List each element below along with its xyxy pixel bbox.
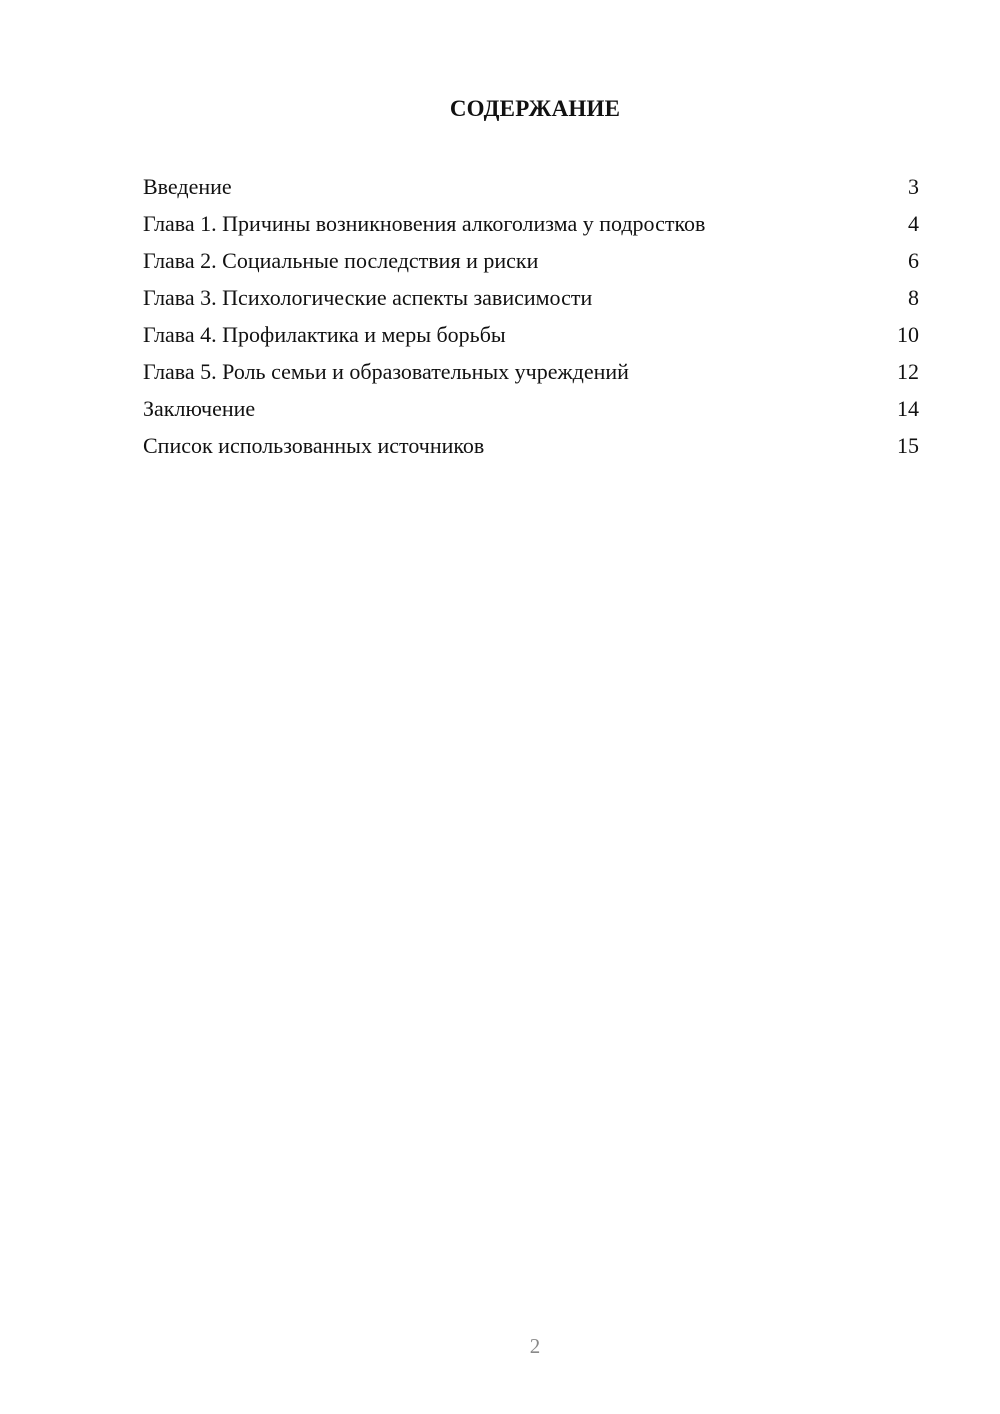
toc-item-label: Список использованных источников xyxy=(143,433,485,458)
toc-item-chapter-4 xyxy=(143,316,919,353)
toc-item-page: 10 xyxy=(897,322,919,347)
toc-item-chapter-5 xyxy=(143,353,919,390)
toc-item-page: 12 xyxy=(897,359,919,384)
toc-item-page: 8 xyxy=(908,285,919,310)
toc-item-page: 4 xyxy=(908,211,919,236)
page-number: 2 xyxy=(529,1334,541,1358)
toc-item-label: Глава 4. Профилактика и меры борьбы xyxy=(143,322,506,347)
toc-item-label: Глава 5. Роль семьи и образовательных учреждений xyxy=(143,359,629,384)
toc-item-label: Введение xyxy=(143,174,232,199)
toc-item-page: 14 xyxy=(897,396,919,421)
table-of-contents xyxy=(143,168,919,464)
toc-item-page: 15 xyxy=(897,433,919,458)
toc-item-label: Глава 3. Психологические аспекты зависимости xyxy=(143,285,593,310)
toc-item-chapter-1 xyxy=(143,205,919,242)
toc-item-chapter-2 xyxy=(143,242,919,279)
toc-item-references xyxy=(143,427,919,464)
toc-item-conclusion xyxy=(143,390,919,427)
toc-item-introduction xyxy=(143,168,919,205)
toc-item-label: Глава 1. Причины возникновения алкоголизма у подростков xyxy=(143,211,706,236)
toc-item-chapter-3 xyxy=(143,279,919,316)
toc-item-label: Глава 2. Социальные последствия и риски xyxy=(143,248,539,273)
toc-item-page: 6 xyxy=(908,248,919,273)
page-title: СОДЕРЖАНИЕ xyxy=(449,96,621,121)
toc-item-page: 3 xyxy=(908,174,919,199)
toc-item-label: Заключение xyxy=(143,396,256,421)
